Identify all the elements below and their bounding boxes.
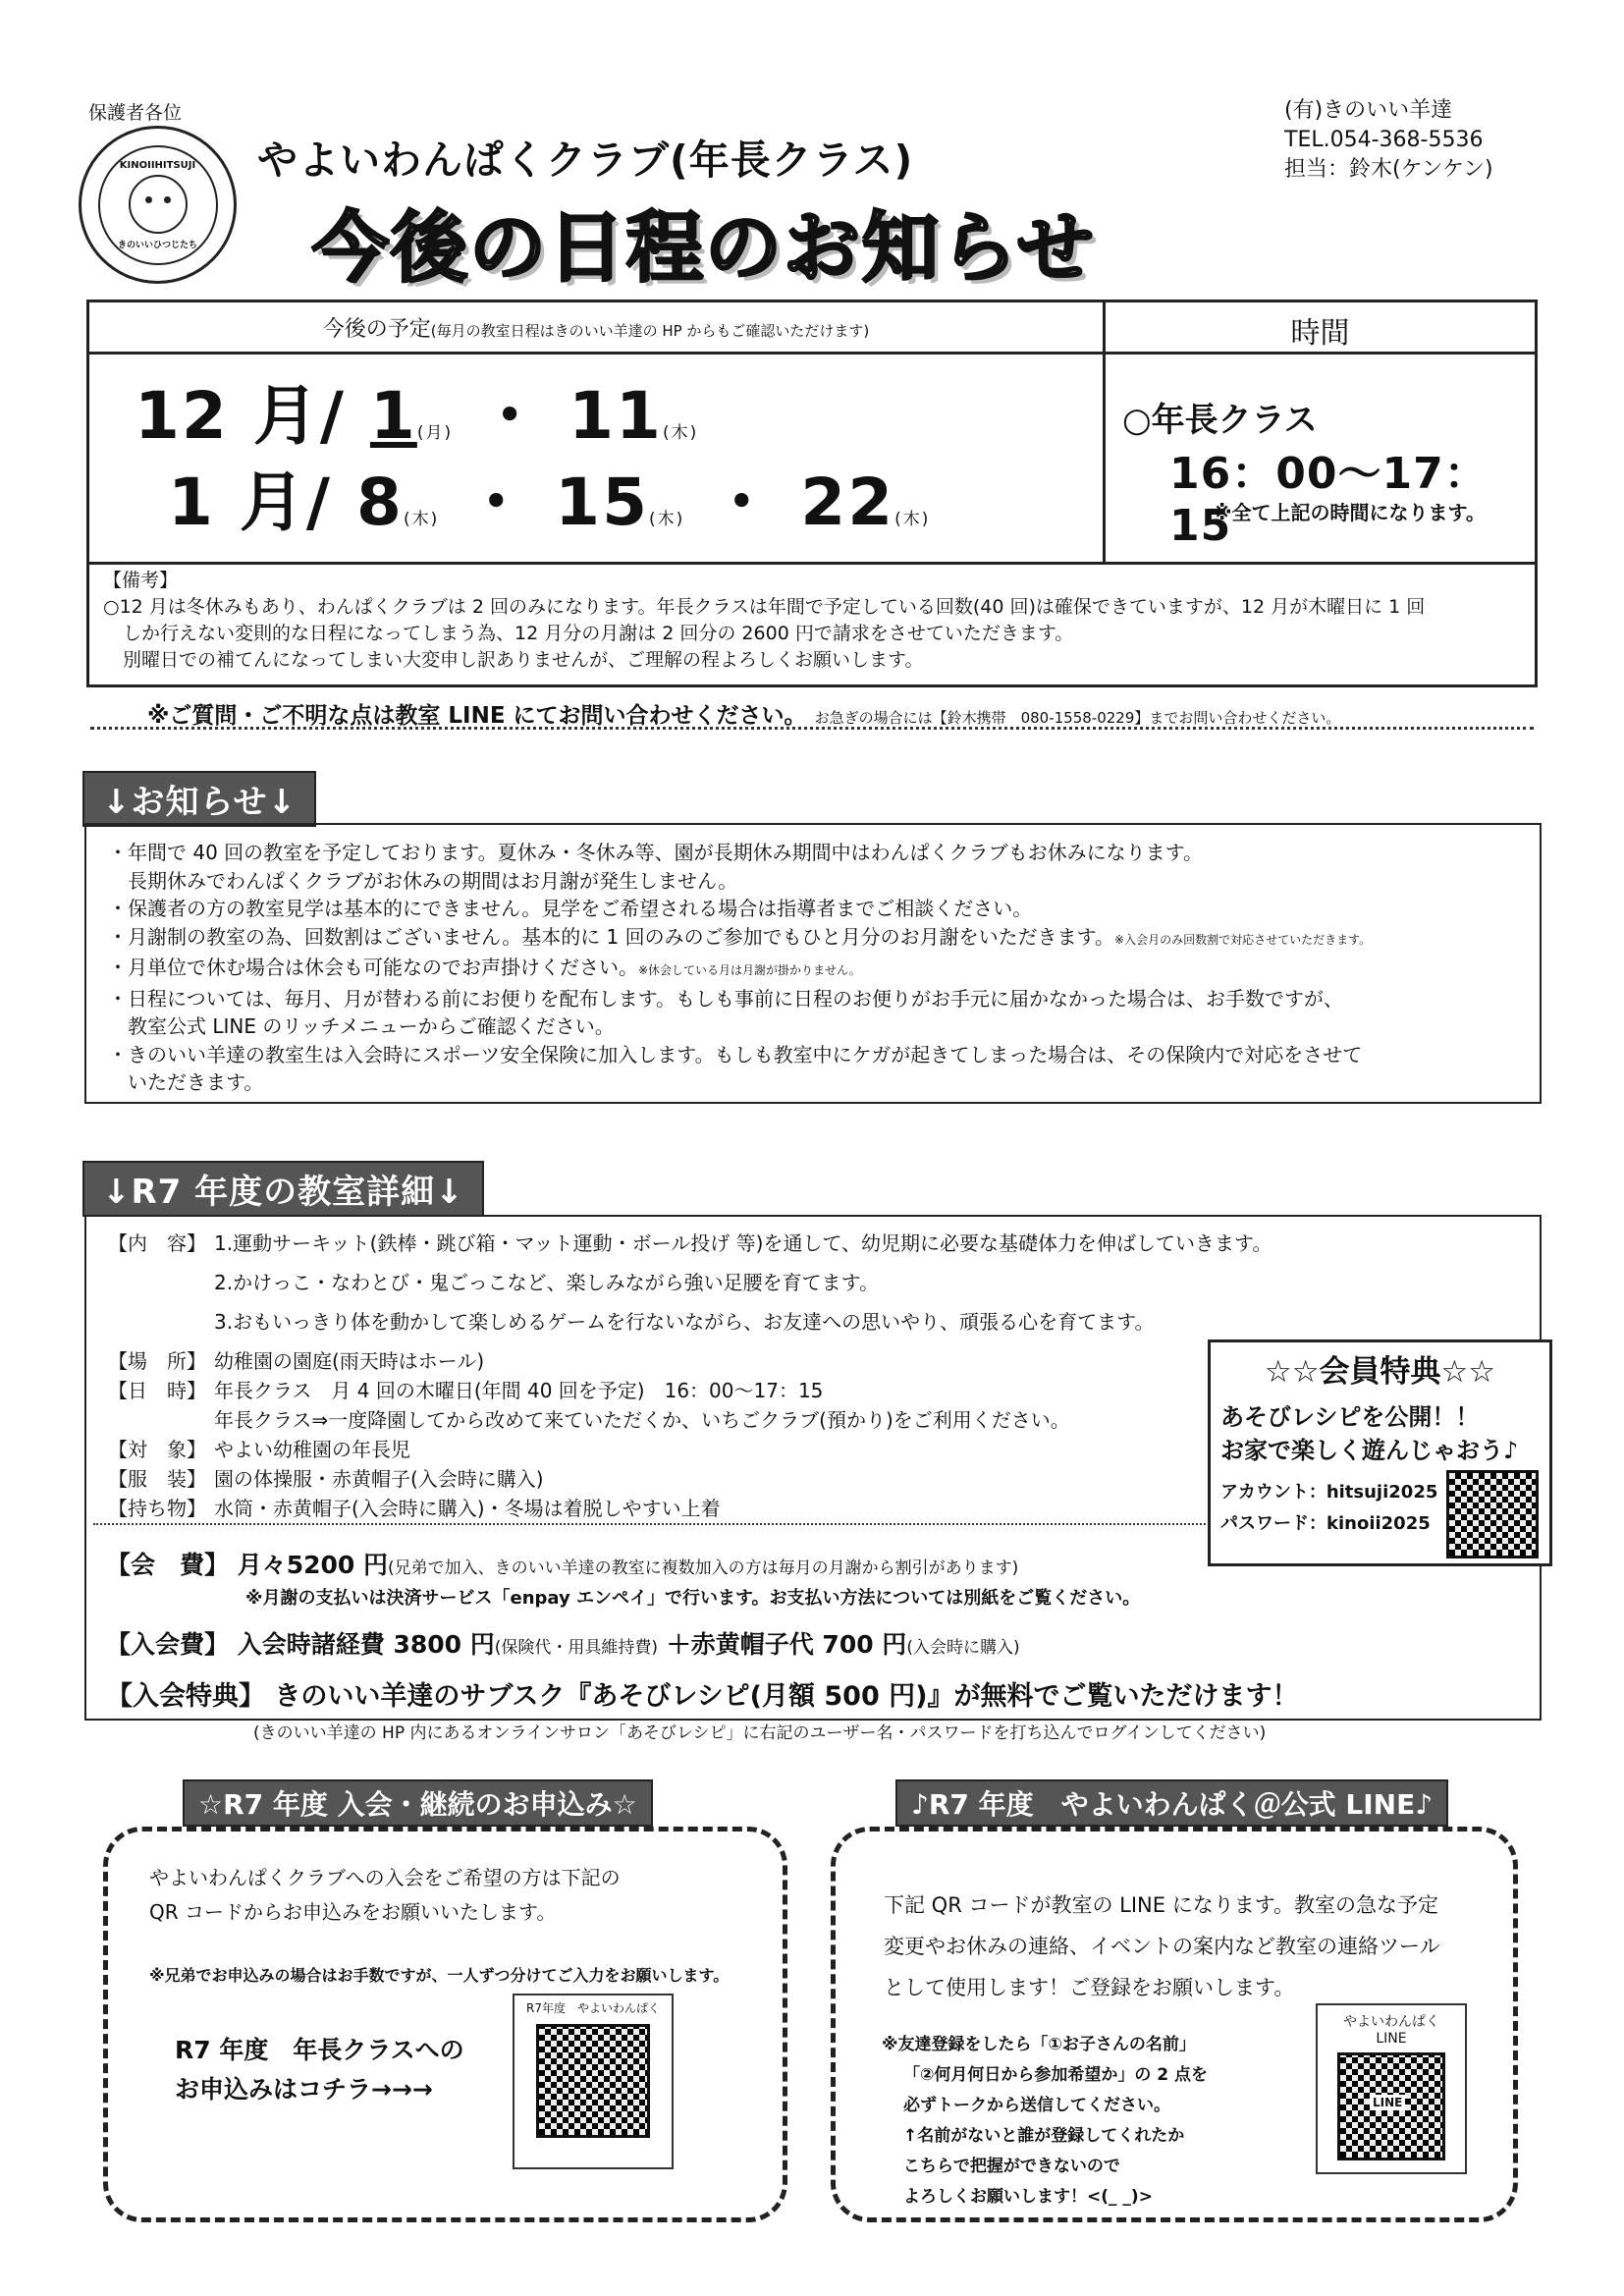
sheep-face-icon: [129, 175, 188, 234]
company-tel: TEL.054-368-5536: [1284, 128, 1484, 152]
line-note: よろしくお願いします！<(_ _)>: [903, 2187, 1153, 2207]
line-note: こちらで把握ができないので: [903, 2157, 1120, 2176]
member-qr-code[interactable]: [1446, 1470, 1539, 1558]
line-qr-title: やよいわんぱく: [1343, 2014, 1439, 2030]
jan-month: 1 月/: [168, 465, 333, 540]
member-account: アカウント：hitsuji2025: [1220, 1482, 1438, 1503]
remarks-box: [86, 564, 1538, 687]
join-fee-row: [106, 1625, 1020, 1661]
notice-box: [84, 823, 1542, 1104]
apply-qr-code[interactable]: [536, 2024, 650, 2138]
line-text: 下記 QR コードが教室の LINE になります。教室の急な予定: [884, 1893, 1439, 1917]
remarks-title: 【備考】: [103, 570, 179, 591]
fee-amount: 月々5200 円: [237, 1551, 389, 1579]
notice-line: ・年間で 40 回の教室を予定しております。夏休み・冬休み等、園が長期休み期間中はわんぱくクラブもお休みになります。: [108, 841, 1203, 864]
line-note: ※友達登録をしたら「①お子さんの名前」: [882, 2035, 1196, 2054]
perk-note: (きのいい羊達の HP 内にあるオンラインサロン「あそびレシピ」に右記のユーザー名・パスワードを打ち込んでログインしてください): [253, 1723, 1267, 1743]
detail-heading: ↓R7 年度の教室詳細↓: [82, 1161, 484, 1217]
notice-line: [108, 923, 1518, 955]
dec-day: 11: [568, 378, 663, 454]
member-benefit-box: [1208, 1339, 1552, 1566]
schedule-head-left: [89, 312, 1103, 343]
remarks-line: 別曜日での補てんになってしまい大変申し訳ありませんが、ご理解の程よろしくお願いします。: [123, 649, 924, 671]
member-line: あそびレシピを公開！！: [1220, 1403, 1480, 1431]
perk-label: 【入会特典】: [106, 1681, 265, 1712]
company-info: [1284, 96, 1493, 185]
perk-text: きのいい羊達のサブスク『あそびレシピ(月額 500 円)』が無料でご覧いただけます！: [274, 1681, 1299, 1712]
line-heading: ♪R7 年度 やよいわんぱく＠公式 LINE♪: [895, 1779, 1448, 1827]
guardian-greeting: 保護者各位: [88, 102, 183, 124]
line-text: として使用します！ご登録をお願いします。: [884, 1976, 1295, 1999]
apply-text: QR コードからお申込みをお願いいたします。: [149, 1900, 557, 1924]
logo-text-top: KINOIIHITSUJI: [119, 159, 196, 171]
january-dates: [168, 450, 930, 543]
dec-sep: ・: [477, 378, 545, 454]
member-line: お家で楽しく遊んじゃおう♪: [1220, 1437, 1519, 1464]
line-text: 変更やお休みの連絡、イベントの案内など教室の連絡ツール: [884, 1935, 1440, 1958]
detail-content-label: 【内 容】: [108, 1231, 206, 1255]
schedule-head-note: (毎月の教室日程はきのいい羊達の HP からもご確認いただけます): [430, 322, 870, 340]
class-note: ※全て上記の時間になります。: [1213, 501, 1486, 524]
detail-content: 3.おもいっきり体を動かして楽しめるゲームを行ないながら、お友達への思いやり、頑張る心を育てます。: [214, 1310, 1155, 1334]
line-qr-center: LINE: [1370, 2095, 1405, 2110]
detail-content: 1.運動サーキット(鉄棒・跳び箱・マット運動・ボール投げ 等)を通して、幼児期に必要な基礎体力を伸ばしていきます。: [214, 1231, 1272, 1255]
class-time: 16：00〜17：15: [1169, 449, 1489, 551]
apply-text: やよいわんぱくクラブへの入会をご希望の方は下記の: [149, 1866, 621, 1889]
notice-line: ・きのいい羊達の教室生は入会時にスポーツ安全保険に加入します。もしも教室中にケガが起きてしまった場合は、その保険内で対応をさせて: [108, 1042, 1363, 1066]
detail-items-label: 【持ち物】: [108, 1497, 206, 1520]
jan-day: 8: [356, 465, 404, 540]
apply-qr-caption: R7年度 やよいわんぱく: [526, 2001, 660, 2015]
page-title: 今後の日程のお知らせ: [312, 204, 1096, 293]
contact-note: [147, 697, 1340, 730]
line-qr-title: LINE: [1376, 2031, 1407, 2047]
apply-cta: R7 年度 年長クラスへの: [175, 2036, 464, 2064]
detail-target: やよい幼稚園の年長児: [214, 1438, 410, 1461]
dec-month: 12 月/: [135, 378, 346, 454]
fee-note: (兄弟で加入、きのいい羊達の教室に複数加入の方は毎月の月謝から割引があります): [388, 1558, 1019, 1578]
notice-line: ・保護者の方の教室見学は基本的にできません。見学をご希望される場合は指導者までご相談ください。: [108, 897, 1033, 920]
schedule-head-time: 時間: [1290, 316, 1350, 351]
schedule-table: [86, 300, 1538, 565]
company-logo: [79, 126, 237, 284]
line-note: 必ずトークから送信してください。: [903, 2096, 1170, 2115]
notice-small: ※休会している月は月謝が掛かりません。: [638, 963, 861, 977]
dec-weekday: (木): [662, 423, 699, 443]
notice-small: ※入会月のみ回数割で対応させていただきます。: [1114, 932, 1372, 947]
jan-sep: ・: [709, 465, 777, 540]
detail-place: 幼稚園の園庭(雨天時はホール): [214, 1349, 485, 1373]
detail-clothes: 園の体操服・赤黄帽子(入会時に購入): [214, 1467, 544, 1491]
jan-day: 15: [555, 465, 650, 540]
detail-place-label: 【場 所】: [108, 1349, 206, 1373]
dec-day: 1: [369, 378, 417, 454]
fee-row: [106, 1546, 1018, 1581]
apply-heading: ☆R7 年度 入会・継続のお申込み☆: [183, 1779, 653, 1827]
notice-line: [108, 954, 1518, 985]
logo-text-bottom: きのいいひつじたち: [117, 240, 197, 250]
company-staff: 担当：鈴木(ケンケン): [1284, 157, 1493, 182]
join-hat-small: (入会時に購入): [906, 1638, 1020, 1658]
club-title: やよいわんぱくクラブ(年長クラス): [257, 137, 914, 184]
join-small: (保険代・用具維持費): [494, 1638, 658, 1658]
join-amount: 入会時諸経費 3800 円: [237, 1630, 495, 1659]
dec-weekday: (月): [416, 423, 454, 443]
join-label: 【入会費】: [106, 1630, 230, 1659]
notice-text: ・月謝制の教室の為、回数割はございません。基本的に 1 回のみのご参加でもひと月分のお月謝をいただきます。: [108, 924, 1115, 949]
jan-day: 22: [800, 465, 895, 540]
jan-weekday: (木): [649, 510, 685, 529]
line-qr-code[interactable]: [1337, 2052, 1445, 2160]
notice-line: いただきます。: [128, 1070, 264, 1094]
member-password: パスワード：kinoii2025: [1220, 1513, 1431, 1534]
detail-time: 年長クラス 月 4 回の木曜日(年間 40 回を予定) 16：00〜17：15: [214, 1379, 824, 1402]
jan-weekday: (木): [894, 510, 931, 529]
join-hat: ＋赤黄帽子代 700 円: [666, 1630, 907, 1659]
apply-cta: お申込みはコチラ→→→: [175, 2075, 433, 2104]
line-note: ↑名前がないと誰が登録してくれたか: [903, 2126, 1185, 2146]
notice-text: ・月単位で休む場合は休会も可能なのでお声掛けください。: [108, 956, 638, 979]
class-label: ○年長クラス: [1122, 401, 1318, 440]
jan-weekday: (木): [403, 510, 440, 529]
detail-content: 2.かけっこ・なわとび・鬼ごっこなど、楽しみながら強い足腰を育てます。: [214, 1271, 880, 1294]
apply-note: ※兄弟でお申込みの場合はお手数ですが、一人ずつ分けてご入力をお願いします。: [149, 1966, 730, 1985]
company-name: (有)きのいい羊達: [1284, 98, 1453, 123]
notice-line: 教室公式 LINE のリッチメニューからご確認ください。: [128, 1014, 615, 1038]
detail-items: 水筒・赤黄帽子(入会時に購入)・冬場は着脱しやすい上着: [214, 1497, 721, 1520]
notice-heading: ↓お知らせ↓: [82, 771, 316, 827]
notice-line: 長期休みでわんぱくクラブがお休みの期間はお月謝が発生しません。: [128, 868, 738, 893]
detail-target-label: 【対 象】: [108, 1438, 206, 1461]
member-title: ☆☆会員特典☆☆: [1264, 1354, 1496, 1390]
dotted-divider: [90, 727, 1534, 730]
notice-line: ・日程については、毎月、月が替わる前にお便りを配布します。もしも事前に日程のお便りがお手元に届かなかった場合は、お手数ですが、: [108, 986, 1343, 1011]
schedule-head-title: 今後の予定: [322, 317, 431, 342]
contact-main: ※ご質問・ご不明な点は教室 LINE にてお問い合わせください。: [147, 703, 807, 729]
remarks-line: しか行えない変則的な日程になってしまう為、12 月分の月謝は 2 回分の 2600 円で請求をさせていただきます。: [123, 623, 1074, 644]
perk-row: [106, 1674, 1299, 1713]
fee-payment-note: ※月謝の支払いは決済サービス「enpay エンペイ」で行います。お支払い方法については別紙をご覧ください。: [245, 1588, 1141, 1609]
line-note: 「②何月何日から参加希望か」の 2 点を: [903, 2065, 1209, 2085]
detail-time-label: 【日 時】: [108, 1379, 206, 1402]
detail-clothes-label: 【服 装】: [108, 1467, 206, 1491]
jan-sep: ・: [463, 465, 531, 540]
line-qr-card: [1316, 2003, 1467, 2174]
contact-urgent: お急ぎの場合には【鈴木携帯 080-1558-0229】までお問い合わせください。: [814, 709, 1341, 727]
fee-label: 【会 費】: [106, 1551, 230, 1579]
apply-qr-card: [513, 1994, 674, 2169]
december-dates: [135, 363, 698, 457]
remarks-line: ○12 月は冬休みもあり、わんぱくクラブは 2 回のみになります。年長クラスは年間で予定している回数(40 回)は確保できていますが、12 月が木曜日に 1 回: [103, 596, 1426, 618]
detail-time-note: 年長クラス⇒一度降園してから改めて来ていただくか、いちごクラブ(預かり)をご利用ください。: [214, 1408, 1070, 1432]
